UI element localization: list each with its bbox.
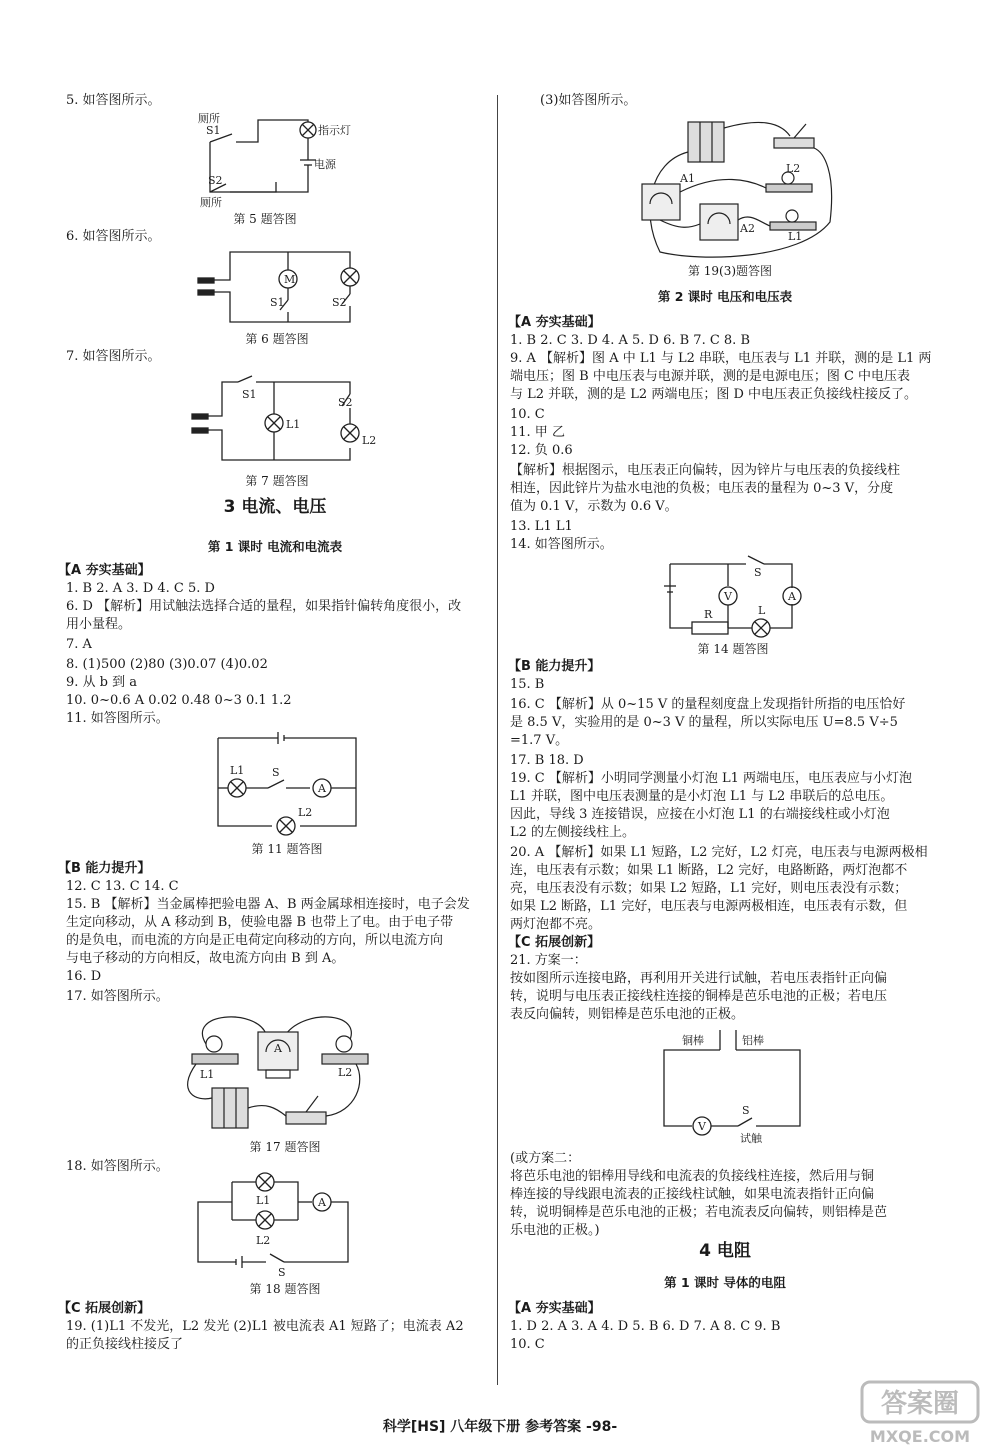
right-sec-a2: 【A 夯实基础】 (508, 1301, 601, 1316)
right-line1-8: 相连，因此锌片为盐水电池的负极；电压表的量程为 0~3 V，分度 (510, 481, 894, 496)
fig18-caption: 第 18 题答图 (249, 1282, 321, 1296)
right-line2-4: 17. B 18. D (510, 753, 584, 768)
fig7-label-0: S1 (242, 388, 257, 401)
right-line2-13: 两灯泡都不亮。 (510, 917, 602, 932)
right-line1-5: 11. 甲 乙 (510, 425, 565, 440)
chapter-3-title: 3 电流、电压 (223, 497, 327, 517)
fig11-label-0: L1 (230, 764, 245, 777)
fig14-label-0: S (754, 566, 762, 579)
right-line2-7: 因此，导线 3 连接错误，应接在小灯泡 L1 的右端接线柱或小灯泡 (510, 807, 890, 822)
watermark-logo (860, 1378, 980, 1448)
left-line1-1: 6. D 【解析】用试触法选择合适的量程，如果指针偏转角度很小，改 (66, 599, 462, 614)
fig14-caption: 第 14 题答图 (697, 642, 769, 656)
fig6-label-2: S2 (332, 296, 347, 309)
fig17-label-0: L1 (200, 1068, 215, 1081)
right-sec-c: 【C 拓展创新】 (508, 935, 601, 950)
fig11-label-3: L2 (298, 806, 313, 819)
right-line4-1: 将芭乐电池的铝棒用导线和电流表的负接线柱连接，然后用与铜 (510, 1169, 875, 1184)
right-line2-3: =1.7 V。 (510, 733, 569, 748)
q19-3-text: (3)如答图所示。 (540, 93, 637, 108)
fig7-caption: 第 7 题答图 (245, 474, 309, 488)
lesson2-title: 第 2 课时 电压和电压表 (657, 289, 793, 304)
right-line1-11: 14. 如答图所示。 (510, 537, 613, 552)
fig21-label-1: 铝棒 (742, 1034, 764, 1047)
right-line5-1: 10. C (510, 1337, 545, 1352)
circuit-diagram-q6 (196, 250, 366, 325)
right-line2-10: 连，电压表有示数；如果 L1 断路，L2 完好，电路断路，两灯泡都不 (510, 863, 908, 878)
q18-text: 18. 如答图所示。 (66, 1159, 169, 1174)
right-sec-b: 【B 能力提升】 (508, 659, 601, 674)
left-line1-6: 10. 0~0.6 A 0.02 0.48 0~3 0.1 1.2 (66, 693, 292, 708)
fig14-label-2: A (788, 590, 796, 603)
right-line4-2: 棒连接的导线跟电流表的正接线柱试触，如果电流表指针正向偏 (510, 1187, 875, 1202)
watermark-text-url: MXQE.COM (869, 1427, 971, 1446)
fig19-label-2: L1 (788, 230, 803, 243)
right-line2-2: 是 8.5 V，实验用的是 0~3 V 的量程，所以实际电压 U=8.5 V÷5 (510, 715, 898, 730)
fig17-label-2: A (274, 1042, 282, 1055)
right-line1-6: 12. 负 0.6 (510, 443, 573, 458)
fig18-label-3: S (278, 1266, 286, 1279)
lesson3-title: 第 1 课时 导体的电阻 (664, 1275, 786, 1290)
lesson1-title: 第 1 课时 电流和电流表 (207, 539, 343, 554)
right-line1-7: 【解析】根据图示，电压表正向偏转，因为锌片与电压表的负接线柱 (510, 463, 901, 478)
right-line2-6: L1 并联，图中电压表测量的是小灯泡 L1 与 L2 串联后的总电压。 (510, 789, 894, 804)
fig21-label-4: 试触 (740, 1132, 762, 1145)
fig21-label-0: 铜棒 (682, 1034, 704, 1047)
left-line3-0: 19. (1)L1 不发光，L2 发光 (2)L1 被电流表 A1 短路了；电流表 A2 (66, 1319, 464, 1334)
fig17-caption: 第 17 题答图 (249, 1140, 321, 1154)
fig7-label-2: S2 (338, 396, 353, 409)
left-sec-a: 【A 夯实基础】 (58, 563, 151, 578)
circuit-diagram-q18 (194, 1176, 364, 1279)
right-sec-a: 【A 夯实基础】 (508, 315, 601, 330)
q7-text: 7. 如答图所示。 (66, 349, 161, 364)
fig5-label-0: 厕所 (198, 112, 220, 125)
right-line3-0: 21. 方案一： (510, 953, 587, 968)
left-sec-b: 【B 能力提升】 (58, 861, 151, 876)
right-line4-3: 转，说明铜棒是芭乐电池的正极；若电流表反向偏转，则铝棒是芭 (510, 1205, 888, 1220)
right-line3-1: 按如图所示连接电路，再利用开关进行试触，若电压表指针正向偏 (510, 971, 888, 986)
fig14-label-3: R (704, 608, 713, 621)
fig21-label-3: S (742, 1104, 750, 1117)
circuit-diagram-q21 (656, 1028, 816, 1146)
left-line2-5: 16. D (66, 969, 102, 984)
fig5-label-3: 电源 (314, 158, 336, 171)
right-line2-5: 19. C 【解析】小明同学测量小灯泡 L1 两端电压，电压表应与小灯泡 (510, 771, 913, 786)
left-line1-2: 用小量程。 (66, 617, 132, 632)
right-line3-2: 转，说明与电压表正接线柱连接的铜棒是芭乐电池的正极；若电压 (510, 989, 888, 1004)
left-line1-7: 11. 如答图所示。 (66, 711, 169, 726)
column-divider (497, 95, 498, 1385)
right-line2-9: 20. A 【解析】如果 L1 短路，L2 完好，L2 灯亮，电压表与电源两极相 (510, 845, 928, 860)
left-line2-4: 与电子移动的方向相反，故电流方向由 B 到 A。 (66, 951, 345, 966)
page-footer: 科学[HS] 八年级下册 参考答案 -98- (382, 1419, 618, 1435)
circuit-diagram-q5 (196, 112, 351, 209)
fig18-label-2: L2 (256, 1234, 271, 1247)
watermark-text-main: 答案圈 (880, 1389, 960, 1419)
right-line2-8: L2 的左侧接线柱上。 (510, 825, 636, 840)
right-line1-2: 端电压；图 B 中电压表与电源并联，测的是电源电压；图 C 中电压表 (510, 369, 911, 384)
left-line1-0: 1. B 2. A 3. D 4. C 5. D (66, 581, 215, 596)
right-line2-1: 16. C 【解析】从 0~15 V 的量程刻度盘上发现指针所指的电压恰好 (510, 697, 906, 712)
fig5-caption: 第 5 题答图 (233, 212, 297, 226)
q6-text: 6. 如答图所示。 (66, 229, 161, 244)
fig6-caption: 第 6 题答图 (245, 332, 309, 346)
left-sec-c: 【C 拓展创新】 (58, 1301, 151, 1316)
fig19-label-3: L2 (786, 162, 801, 175)
left-line1-5: 9. 从 b 到 a (66, 675, 138, 690)
fig11-caption: 第 11 题答图 (251, 842, 323, 856)
fig19-label-0: A1 (680, 172, 695, 185)
right-line1-9: 值为 0.1 V，示数为 0.6 V。 (510, 499, 678, 514)
fig17-label-1: L2 (338, 1066, 353, 1079)
fig5-label-4: S2 (208, 174, 223, 187)
right-line1-4: 10. C (510, 407, 545, 422)
circuit-diagram-q19-3 (640, 112, 840, 260)
left-line2-3: 的是负电，而电流的方向是正电荷定向移动的方向，所以电流方向 (66, 933, 444, 948)
left-line2-1: 15. B 【解析】当金属棒把验电器 A、B 两金属球相连接时，电子会发 (66, 897, 470, 912)
fig5-label-1: S1 (206, 124, 221, 137)
right-line1-3: 与 L2 并联，测的是 L2 两端电压；图 D 中电压表正负接线柱接反了。 (510, 387, 918, 402)
fig6-label-0: M (284, 273, 296, 286)
right-line1-1: 9. A 【解析】图 A 中 L1 与 L2 串联，电压表与 L1 并联，测的是 L1 两 (510, 351, 932, 366)
right-line2-12: 如果 L2 断路，L1 完好，电压表与电源两极相连，电压表有示数，但 (510, 899, 908, 914)
right-line1-10: 13. L1 L1 (510, 519, 573, 534)
left-line1-3: 7. A (66, 637, 92, 652)
circuit-diagram-q11 (210, 732, 370, 837)
circuit-diagram-q17 (176, 1012, 376, 1137)
right-line2-0: 15. B (510, 677, 545, 692)
fig11-label-1: S (272, 766, 280, 779)
fig11-label-2: A (318, 782, 326, 795)
left-line3-1: 的正负接线柱接反了 (66, 1337, 184, 1352)
fig5-label-5: 厕所 (200, 196, 222, 209)
fig6-label-1: S1 (270, 296, 285, 309)
left-line2-2: 生定向移动，从 A 移动到 B，使验电器 B 也带上了电。由于电子带 (66, 915, 454, 930)
left-line2-6: 17. 如答图所示。 (66, 989, 169, 1004)
right-line5-0: 1. D 2. A 3. A 4. D 5. B 6. D 7. A 8. C 9. B (510, 1319, 781, 1334)
q5-text: 5. 如答图所示。 (66, 93, 161, 108)
circuit-diagram-q14 (662, 556, 812, 640)
fig14-label-4: L (758, 604, 766, 617)
fig5-label-2: 指示灯 (318, 124, 351, 137)
right-line1-0: 1. B 2. C 3. D 4. A 5. D 6. B 7. C 8. B (510, 333, 750, 348)
left-line1-4: 8. (1)500 (2)80 (3)0.07 (4)0.02 (66, 657, 268, 672)
right-line3-3: 表反向偏转，则铝棒是芭乐电池的正极。 (510, 1007, 745, 1022)
fig19-caption: 第 19(3)题答图 (687, 264, 773, 278)
circuit-diagram-q7 (192, 372, 377, 467)
fig18-label-1: A (318, 1196, 326, 1209)
fig18-label-0: L1 (256, 1194, 271, 1207)
left-line2-0: 12. C 13. C 14. C (66, 879, 179, 894)
chapter-4-title: 4 电阻 (699, 1241, 751, 1261)
fig14-label-1: V (724, 590, 732, 603)
fig19-label-1: A2 (740, 222, 755, 235)
fig21-label-2: V (698, 1120, 706, 1133)
fig7-label-3: L2 (362, 434, 377, 447)
right-line2-11: 亮，电压表没有示数；如果 L2 短路，L1 完好，则电压表没有示数； (510, 881, 908, 896)
right-line4-0: (或方案二： (510, 1151, 581, 1166)
right-line4-4: 乐电池的正极。) (510, 1223, 600, 1238)
fig7-label-1: L1 (286, 418, 301, 431)
